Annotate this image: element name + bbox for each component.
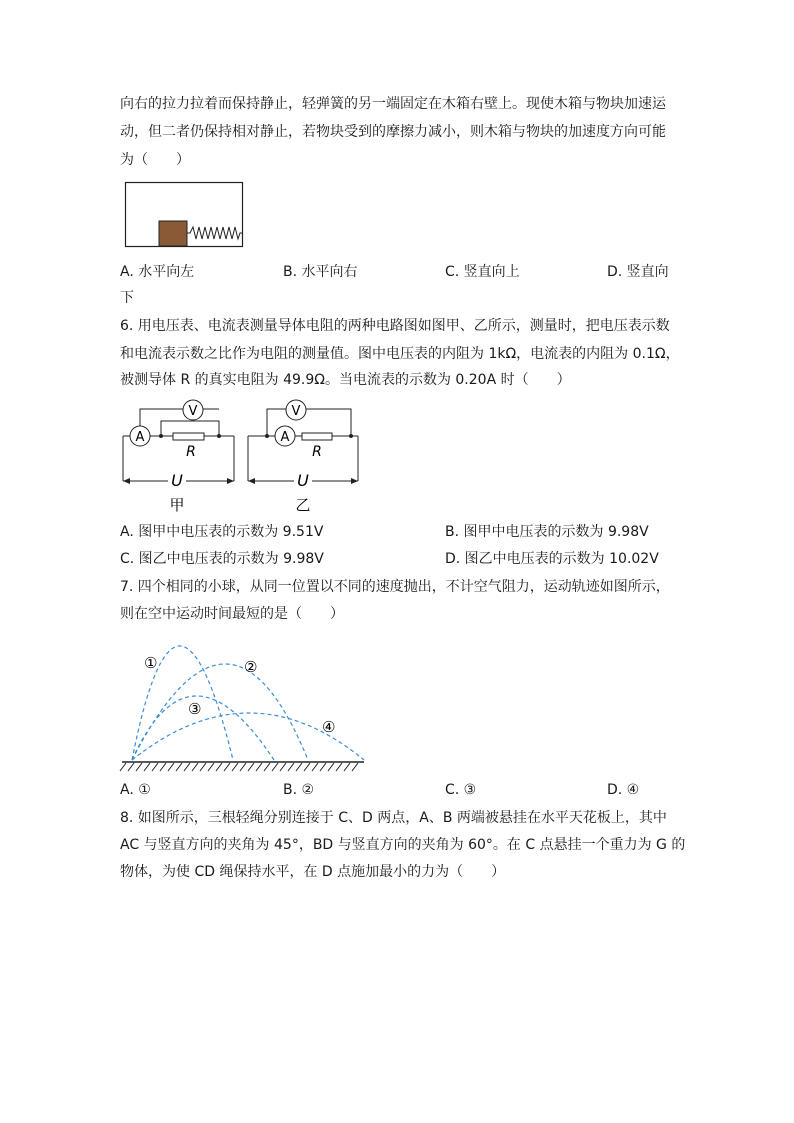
q6-circuit-figure bbox=[118, 396, 368, 516]
voltage-label-jia: U bbox=[171, 471, 183, 490]
block bbox=[159, 221, 187, 246]
voltmeter-label-jia: V bbox=[188, 404, 198, 419]
voltage-label-yi: U bbox=[297, 471, 309, 490]
resistor-jia bbox=[173, 433, 204, 440]
q7-option-a: A. ① bbox=[120, 782, 151, 798]
q6-option-b: B. 图甲中电压表的示数为 9.98V bbox=[445, 524, 649, 540]
q6-text-line-1: 6. 用电压表、电流表测量导体电阻的两种电路图如图甲、乙所示，测量时，把电压表示数 bbox=[120, 318, 670, 334]
resistor-yi bbox=[302, 433, 332, 440]
trajectory-2 bbox=[132, 664, 308, 760]
q5-option-d-wrap: 下 bbox=[120, 290, 134, 306]
q6-option-a: A. 图甲中电压表的示数为 9.51V bbox=[120, 524, 324, 540]
caption-yi: 乙 bbox=[295, 496, 311, 514]
resistor-label-yi: R bbox=[312, 444, 322, 460]
q8-text-line-3: 物体，为使 CD 绳保持水平，在 D 点施加最小的力为（ ） bbox=[120, 864, 506, 880]
q5-option-b: B. 水平向右 bbox=[283, 264, 358, 280]
trajectory-label-1: ① bbox=[144, 654, 158, 672]
ammeter-label-jia: A bbox=[135, 430, 145, 445]
q5-text-line-3: 为（ ） bbox=[120, 152, 190, 168]
q5-text-line-2: 动，但二者仍保持相对静止，若物块受到的摩擦力减小，则木箱与物块的加速度方向可能 bbox=[120, 124, 666, 140]
spring bbox=[187, 227, 242, 239]
q7-option-d: D. ④ bbox=[607, 782, 640, 798]
q5-option-c: C. 竖直向上 bbox=[445, 264, 520, 280]
q5-option-d: D. 竖直向 bbox=[607, 264, 669, 280]
resistor-label-jia: R bbox=[186, 444, 196, 460]
caption-jia: 甲 bbox=[169, 496, 185, 514]
circuit-yi bbox=[248, 400, 358, 514]
q8-text-line-2: AC 与竖直方向的夹角为 45°，BD 与竖直方向的夹角为 60°。在 C 点悬挂一个重力为 G 的 bbox=[120, 837, 686, 853]
q7-option-b: B. ② bbox=[283, 782, 315, 798]
trajectory-3 bbox=[132, 696, 274, 760]
q7-trajectory-figure bbox=[118, 632, 370, 774]
ground-hatch bbox=[120, 763, 358, 771]
q6-option-c: C. 图乙中电压表的示数为 9.98V bbox=[120, 551, 324, 567]
q5-option-a: A. 水平向左 bbox=[120, 264, 195, 280]
trajectory-label-3: ③ bbox=[188, 700, 202, 718]
voltmeter-label-yi: V bbox=[291, 404, 301, 419]
q5-text-line-1: 向右的拉力拉着而保持静止，轻弹簧的另一端固定在木箱右壁上。现使木箱与物块加速运 bbox=[120, 96, 666, 112]
trajectory-label-4: ④ bbox=[322, 718, 336, 736]
q7-text-line-1: 7. 四个相同的小球，从同一位置以不同的速度抛出，不计空气阻力，运动轨迹如图所示， bbox=[120, 579, 670, 595]
circuit-jia bbox=[123, 400, 234, 514]
q6-option-d: D. 图乙中电压表的示数为 10.02V bbox=[445, 551, 659, 567]
ammeter-label-yi: A bbox=[280, 430, 290, 445]
q8-text-line-1: 8. 如图所示，三根轻绳分别连接于 C、D 两点，A、B 两端被悬挂在水平天花板上，其中 bbox=[120, 810, 667, 826]
trajectory-label-2: ② bbox=[244, 658, 258, 676]
q6-text-line-2: 和电流表示数之比作为电阻的测量值。图中电压表的内阻为 1kΩ，电流表的内阻为 0.1Ω， bbox=[120, 346, 680, 362]
q7-text-line-2: 则在空中运动时间最短的是（ ） bbox=[120, 606, 344, 622]
q7-option-c: C. ③ bbox=[445, 782, 477, 798]
q6-text-line-3: 被测导体 R 的真实电阻为 49.9Ω。当电流表的示数为 0.20A 时（ ） bbox=[120, 372, 571, 388]
q5-box-spring-figure bbox=[120, 178, 250, 252]
